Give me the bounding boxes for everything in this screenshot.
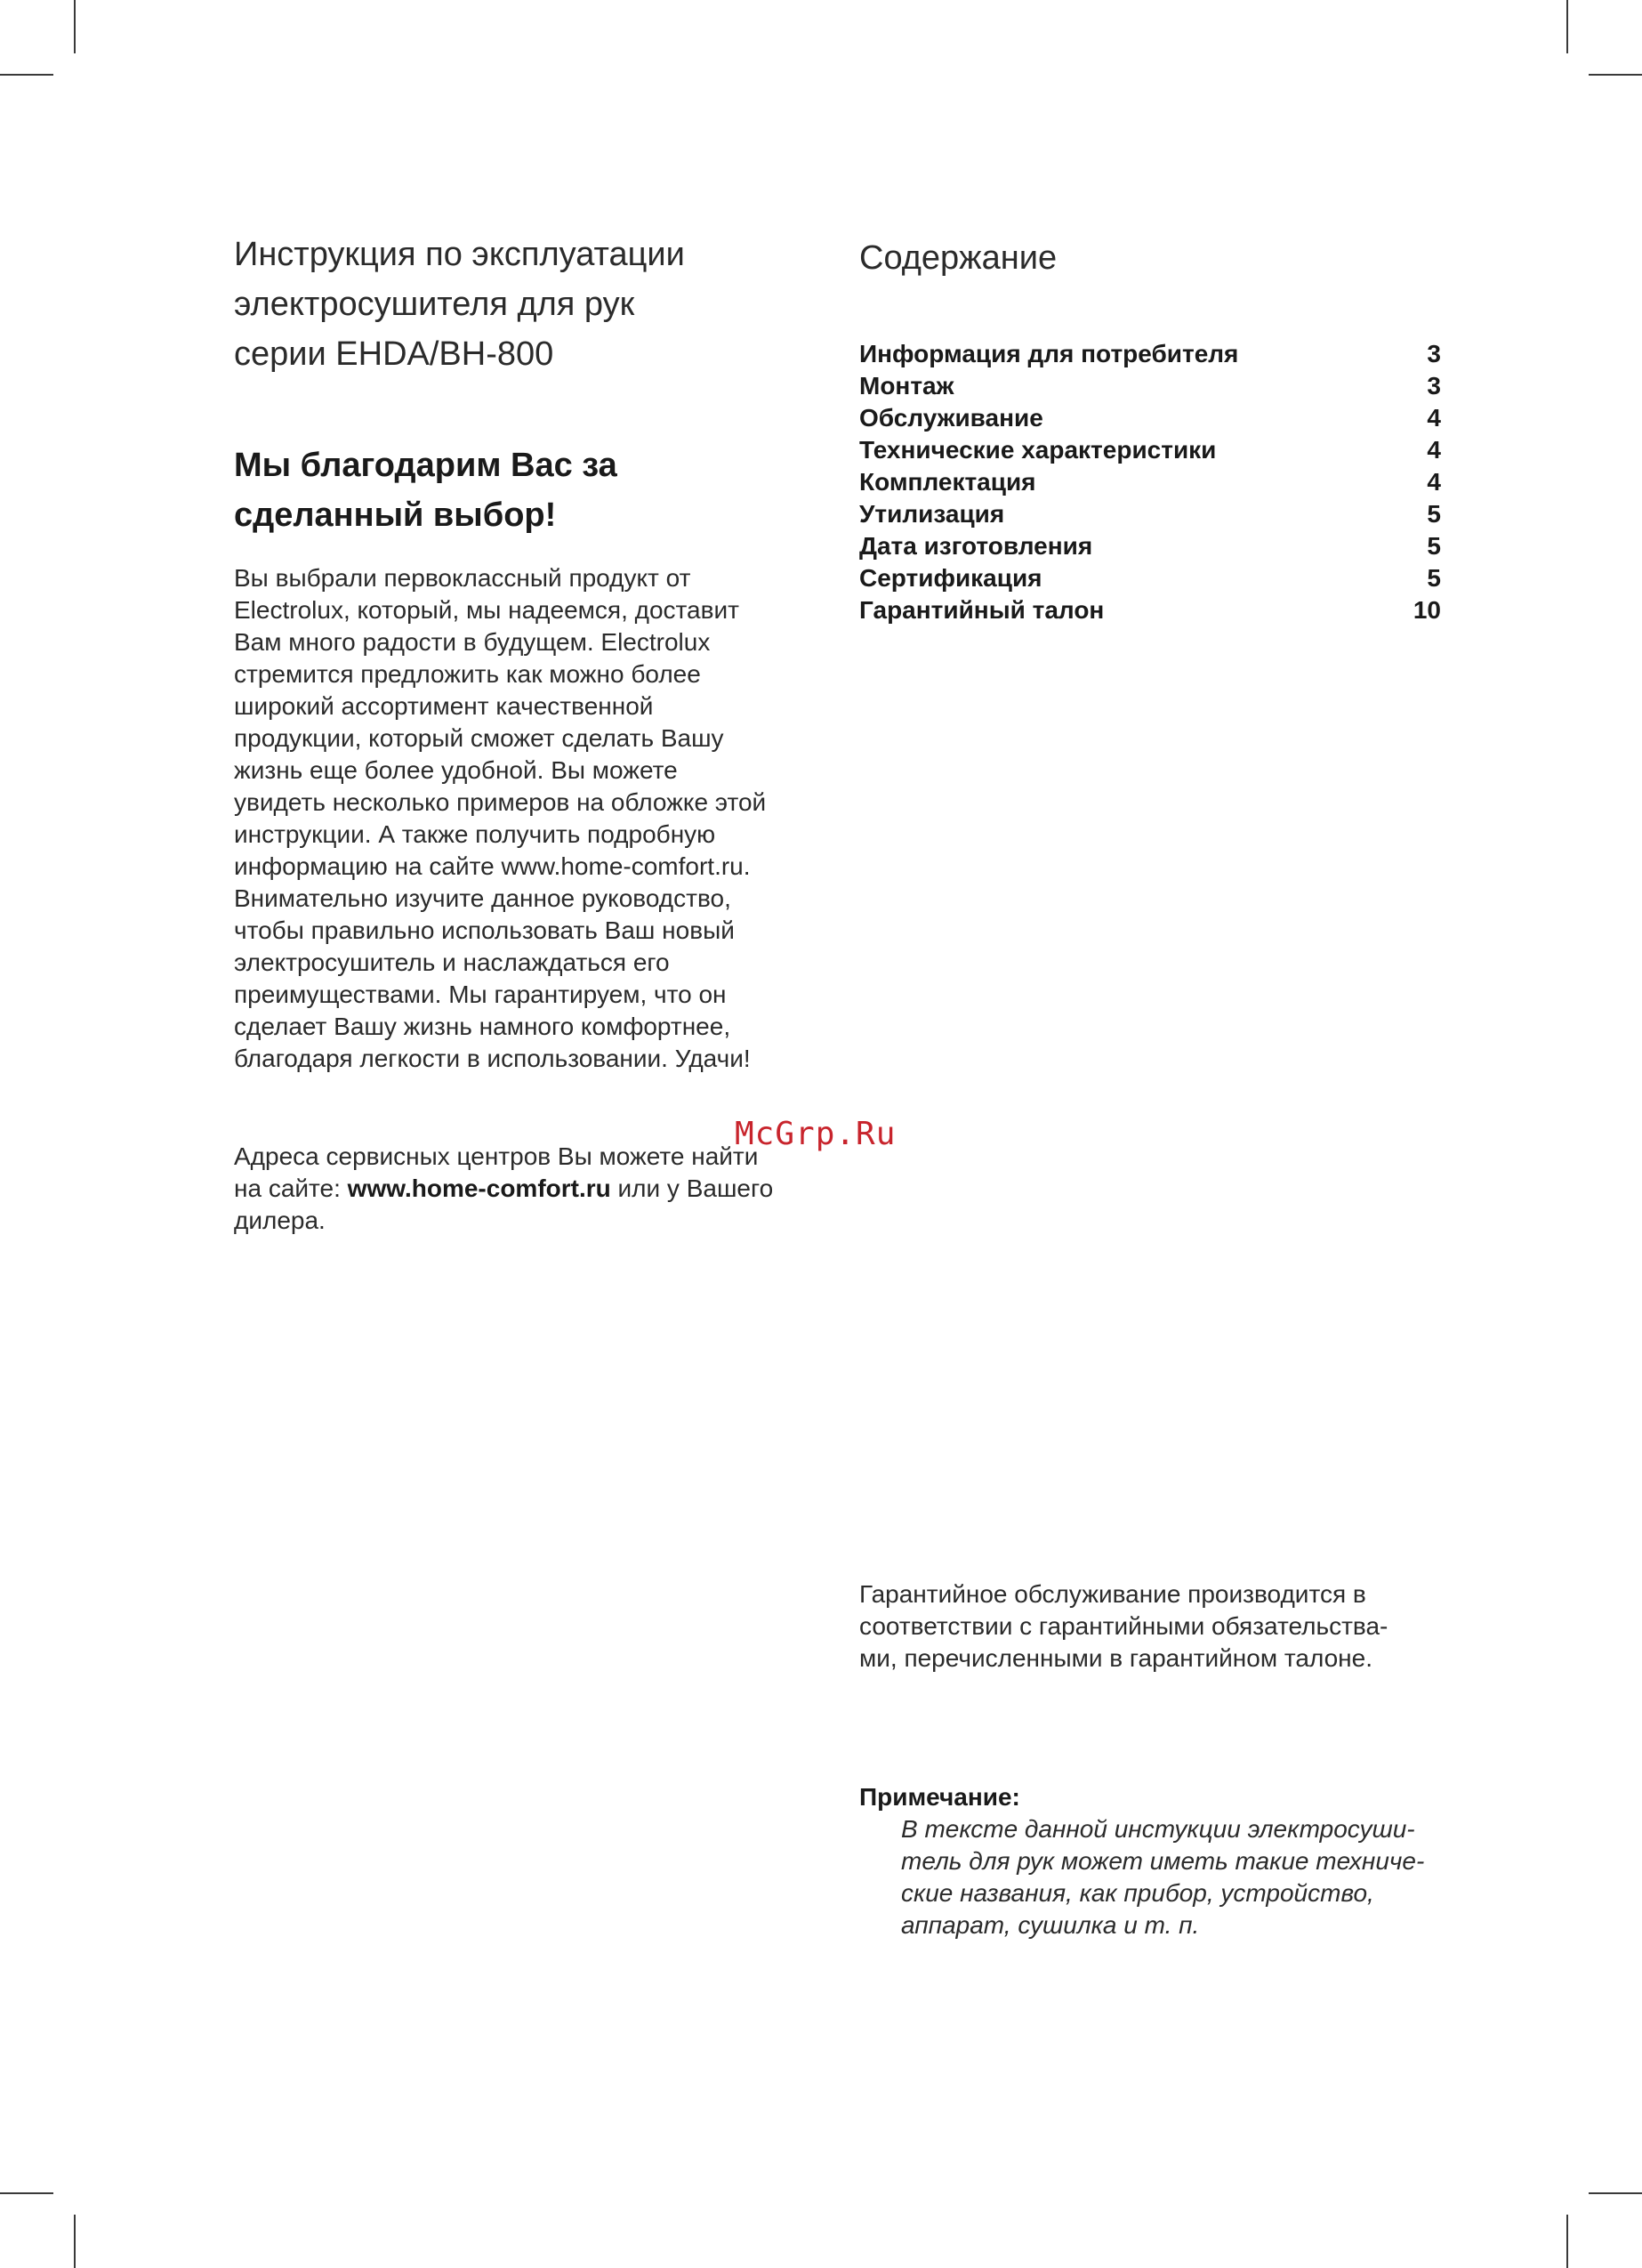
- toc-item[interactable]: [859, 498, 1441, 530]
- toc-title: Содержание: [859, 239, 1058, 277]
- service-line: Адреса сервисных центров Вы можете найти: [234, 1142, 759, 1170]
- toc-item-label: Монтаж: [859, 372, 954, 400]
- table-of-contents: [859, 338, 1441, 626]
- crop-mark-bottom-right-horizontal: [1589, 2192, 1642, 2194]
- service-line: [234, 1173, 839, 1205]
- toc-item[interactable]: [859, 338, 1441, 370]
- toc-item[interactable]: [859, 402, 1441, 434]
- warranty-paragraph: [859, 1578, 1464, 1675]
- toc-item-label: Сертификация: [859, 564, 1042, 592]
- toc-item-page: 5: [1427, 532, 1441, 560]
- intro-line: широкий ассортимент качественной: [234, 692, 654, 720]
- document-title-line: электросушителя для рук: [234, 286, 635, 323]
- watermark: McGrp.Ru: [735, 1116, 897, 1152]
- note-line: В тексте данной инстукции электросуши-: [901, 1815, 1415, 1843]
- warranty-line: Гарантийное обслуживание производится в: [859, 1580, 1366, 1608]
- crop-mark-top-right-horizontal: [1589, 74, 1642, 76]
- crop-mark-top-left-vertical: [74, 0, 76, 53]
- note-line: тель для рук может иметь такие техниче-: [901, 1847, 1425, 1875]
- intro-line: электросушитель и наслаждаться его: [234, 948, 670, 976]
- intro-line: сделает Вашу жизнь намного комфортнее,: [234, 1013, 731, 1040]
- intro-line: увидеть несколько примеров на обложке этой: [234, 788, 767, 816]
- toc-item-label: Информация для потребителя: [859, 340, 1239, 367]
- note-text: [901, 1813, 1470, 1941]
- warranty-line: ми, перечисленными в гарантийном талоне.: [859, 1644, 1372, 1672]
- crop-mark-top-left-horizontal: [0, 74, 53, 76]
- toc-item-label: Утилизация: [859, 500, 1005, 528]
- toc-item-page: 4: [1427, 404, 1441, 432]
- intro-line: Electrolux, который, мы надеемся, доставит: [234, 596, 739, 624]
- note-line: ские названия, как прибор, устройство,: [901, 1879, 1374, 1907]
- service-line-suffix: или у Вашего: [610, 1174, 774, 1202]
- intro-paragraph: [234, 562, 839, 1075]
- intro-line: жизнь еще более удобной. Вы можете: [234, 756, 678, 784]
- service-centers-paragraph: [234, 1141, 839, 1237]
- document-title-line: серии EHDA/BH-800: [234, 335, 554, 373]
- toc-item[interactable]: [859, 370, 1441, 402]
- intro-line: информацию на сайте www.home-comfort.ru.: [234, 852, 751, 880]
- note-label: Примечание:: [859, 1783, 1020, 1811]
- intro-line: Вам много радости в будущем. Electrolux: [234, 628, 711, 656]
- toc-item-label: Гарантийный талон: [859, 596, 1105, 624]
- toc-item[interactable]: [859, 466, 1441, 498]
- thanks-heading-line: сделанный выбор!: [234, 496, 557, 534]
- thanks-heading: [234, 440, 812, 540]
- toc-item-page: 10: [1413, 596, 1441, 624]
- toc-item[interactable]: [859, 594, 1441, 626]
- intro-line: преимуществами. Мы гарантируем, что он: [234, 981, 727, 1008]
- crop-mark-bottom-left-vertical: [74, 2215, 76, 2268]
- warranty-line: соответствии с гарантийными обязательства-: [859, 1612, 1388, 1640]
- service-line: дилера.: [234, 1207, 326, 1234]
- toc-item-label: Технические характеристики: [859, 436, 1217, 464]
- toc-item-page: 5: [1427, 564, 1441, 592]
- intro-line: инструкции. А также получить подробную: [234, 820, 716, 848]
- document-title: [234, 230, 812, 379]
- toc-item-page: 4: [1427, 468, 1441, 496]
- toc-item[interactable]: [859, 530, 1441, 562]
- toc-item[interactable]: [859, 434, 1441, 466]
- intro-line: благодаря легкости в использовании. Удачи!: [234, 1045, 751, 1072]
- intro-line: стремится предложить как можно более: [234, 660, 701, 688]
- intro-line: Вы выбрали первоклассный продукт от: [234, 564, 691, 592]
- toc-item-page: 3: [1427, 340, 1441, 367]
- toc-item-label: Обслуживание: [859, 404, 1043, 432]
- intro-line: продукции, который сможет сделать Вашу: [234, 724, 724, 752]
- document-title-line: Инструкция по эксплуатации: [234, 236, 685, 273]
- toc-item-page: 4: [1427, 436, 1441, 464]
- intro-line: Внимательно изучите данное руководство,: [234, 884, 731, 912]
- toc-item-label: Дата изготовления: [859, 532, 1093, 560]
- crop-mark-top-right-vertical: [1566, 0, 1568, 53]
- service-site-link[interactable]: www.home-comfort.ru: [347, 1174, 611, 1202]
- thanks-heading-line: Мы благодарим Вас за: [234, 447, 617, 484]
- toc-item-label: Комплектация: [859, 468, 1036, 496]
- service-line-prefix: на сайте:: [234, 1174, 348, 1202]
- toc-item[interactable]: [859, 562, 1441, 594]
- toc-item-page: 5: [1427, 500, 1441, 528]
- crop-mark-bottom-right-vertical: [1566, 2215, 1568, 2268]
- toc-item-page: 3: [1427, 372, 1441, 400]
- note-line: аппарат, сушилка и т. п.: [901, 1911, 1200, 1939]
- crop-mark-bottom-left-horizontal: [0, 2192, 53, 2194]
- intro-line: чтобы правильно использовать Ваш новый: [234, 916, 735, 944]
